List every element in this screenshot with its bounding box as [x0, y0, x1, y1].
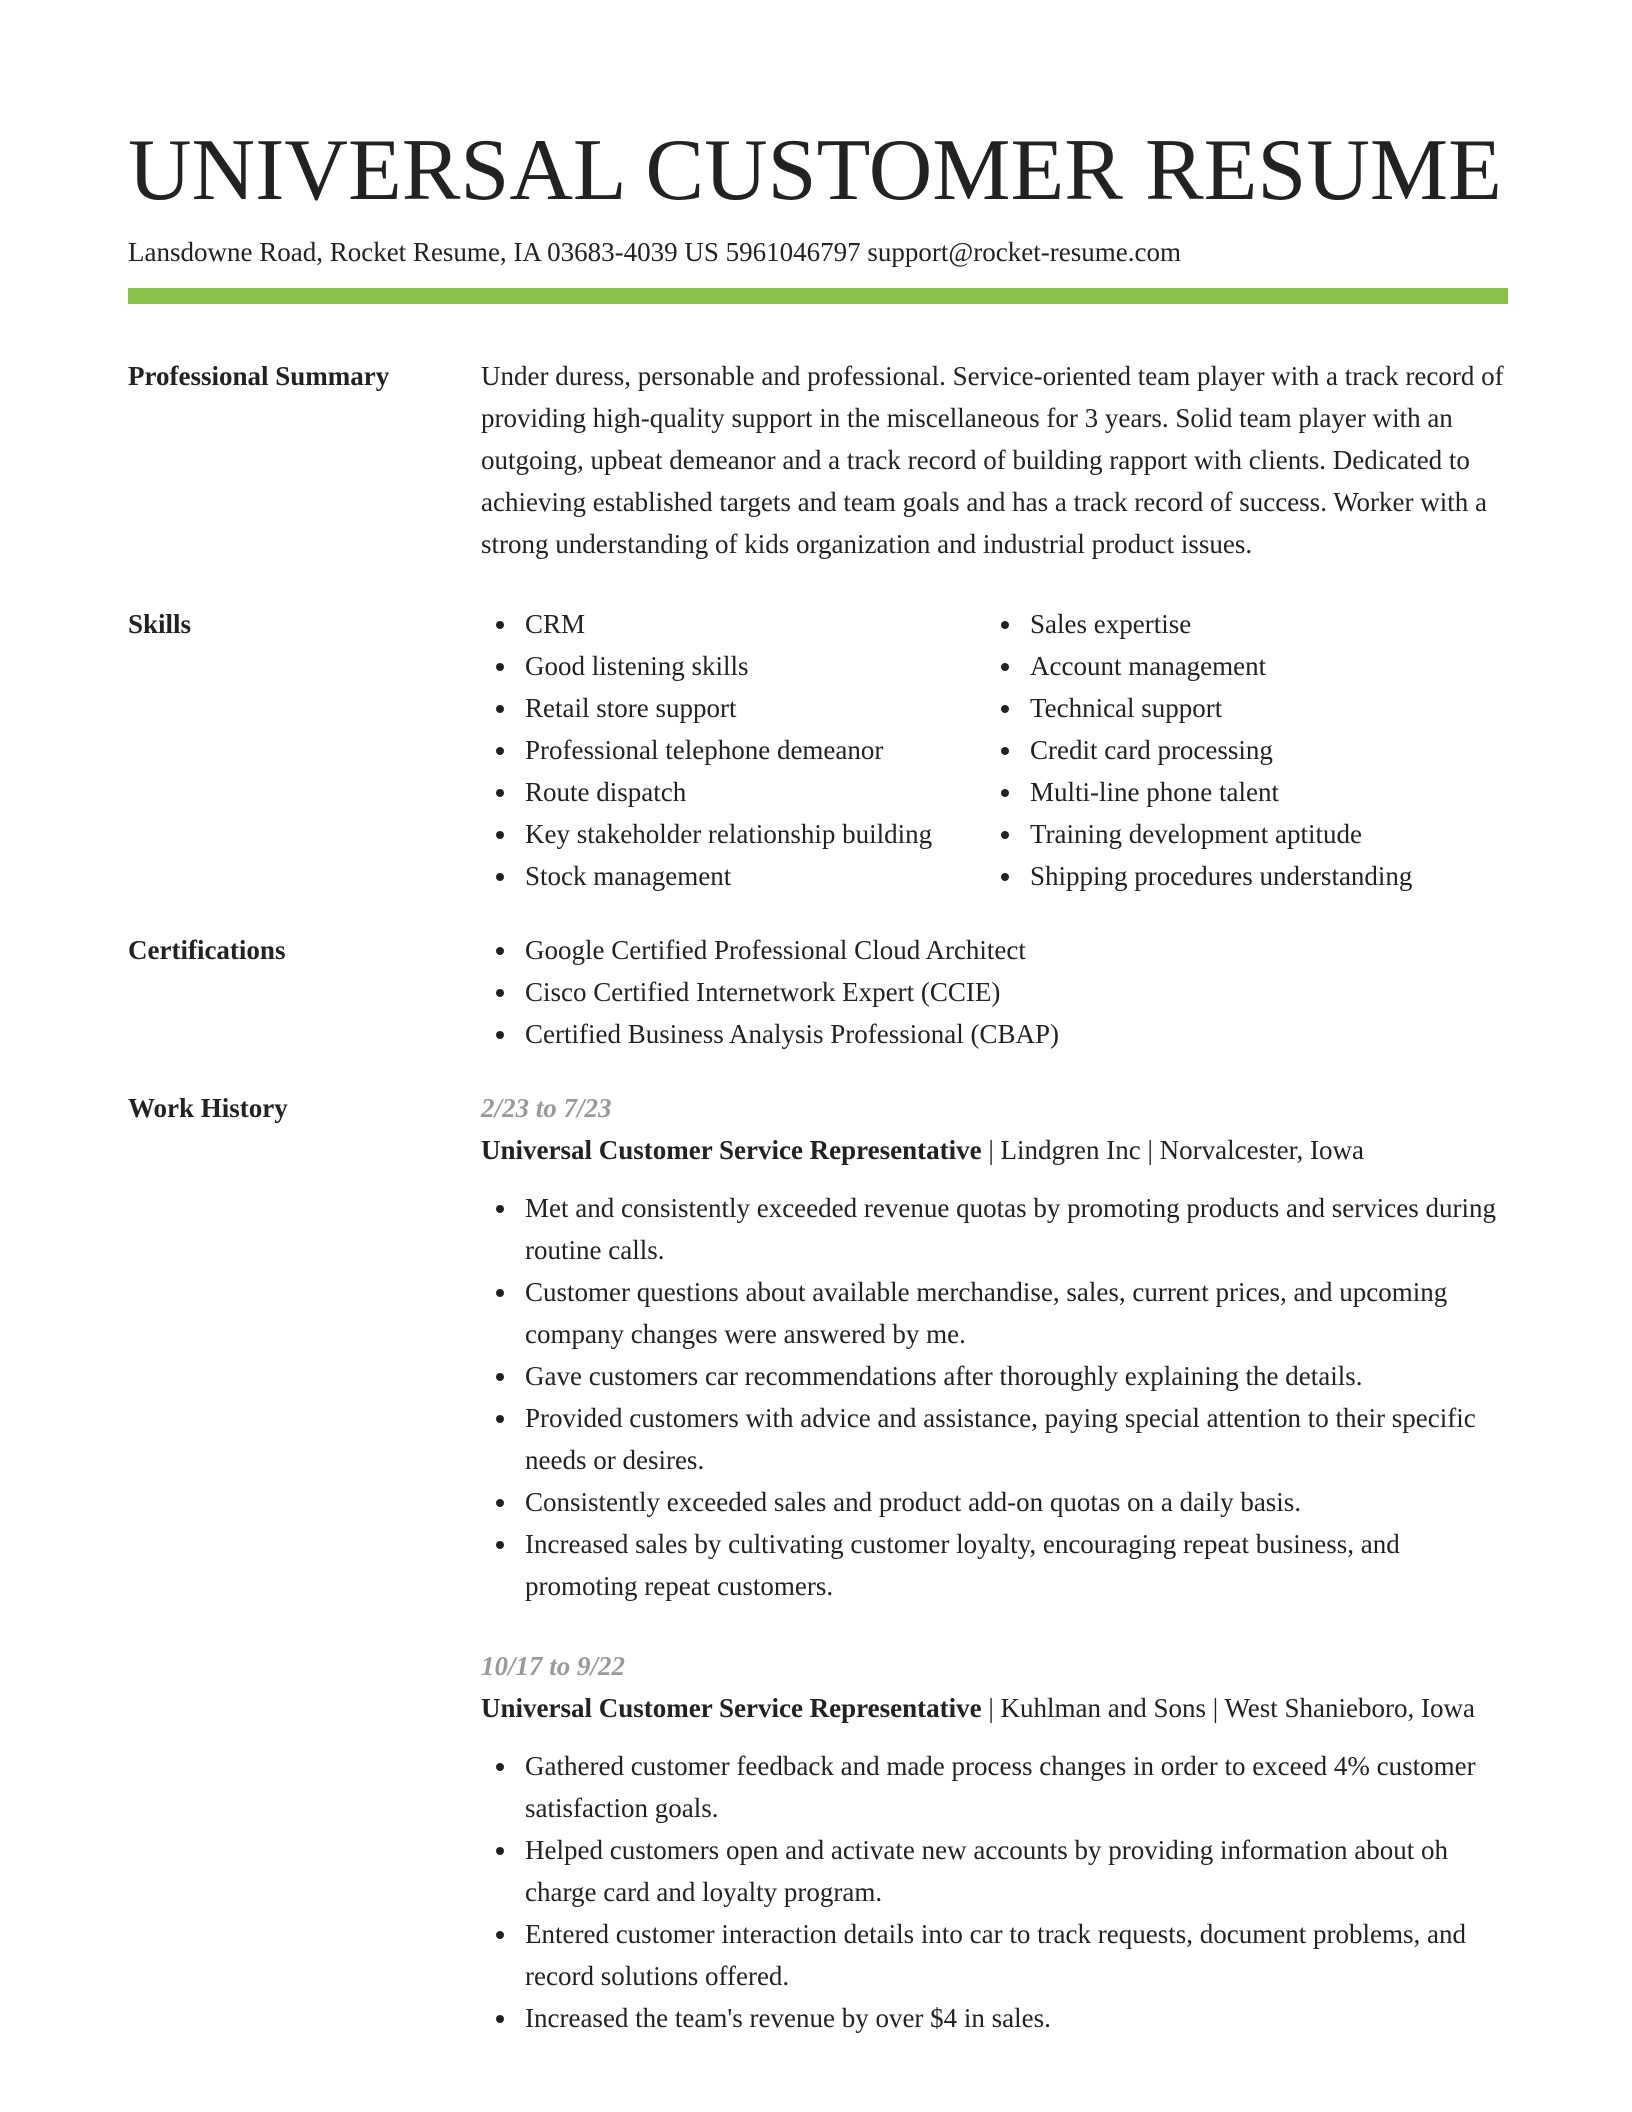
job-duty-item: Met and consistently exceeded revenue quotas by promoting products and services during routine calls.	[481, 1187, 1508, 1271]
skills-section	[128, 603, 1508, 897]
job-duty-item: Increased sales by cultivating customer loyalty, encouraging repeat business, and promoting repeat customers.	[481, 1523, 1508, 1607]
resume-name: UNIVERSAL CUSTOMER RESUME	[128, 122, 1502, 219]
skill-item: Good listening skills	[481, 645, 986, 687]
skill-item: Credit card processing	[986, 729, 1508, 771]
skills-list-right	[986, 603, 1508, 897]
skills-list-left	[481, 603, 986, 897]
job-company-location: | Kuhlman and Sons | West Shanieboro, Iowa	[981, 1693, 1475, 1723]
job-entry	[481, 1645, 1508, 2039]
job-duty-item: Gathered customer feedback and made process changes in order to exceed 4% customer satisfaction goals.	[481, 1745, 1508, 1829]
work-history-heading: Work History	[128, 1093, 288, 1123]
job-title: Universal Customer Service Representative	[481, 1693, 982, 1723]
skills-heading: Skills	[128, 609, 192, 639]
job-header	[481, 1129, 1508, 1171]
skill-item: Technical support	[986, 687, 1508, 729]
skill-item: Sales expertise	[986, 603, 1508, 645]
certifications-section	[128, 929, 1508, 1055]
job-title: Universal Customer Service Representative	[481, 1135, 982, 1165]
skill-item: Training development aptitude	[986, 813, 1508, 855]
accent-divider	[128, 288, 1508, 304]
job-duty-item: Helped customers open and activate new accounts by providing information about oh charge card and loyalty program.	[481, 1829, 1508, 1913]
job-duty-item: Consistently exceeded sales and product add-on quotas on a daily basis.	[481, 1481, 1508, 1523]
job-duty-item: Entered customer interaction details into car to track requests, document problems, and record solutions offered.	[481, 1913, 1508, 1997]
job-dates: 10/17 to 9/22	[481, 1651, 626, 1681]
skill-item: CRM	[481, 603, 986, 645]
certification-item: Cisco Certified Internetwork Expert (CCIE)	[481, 971, 1508, 1013]
skill-item: Key stakeholder relationship building	[481, 813, 986, 855]
summary-section	[128, 355, 1508, 565]
skill-item: Shipping procedures understanding	[986, 855, 1508, 897]
job-duty-item: Gave customers car recommendations after thoroughly explaining the details.	[481, 1355, 1508, 1397]
skill-item: Route dispatch	[481, 771, 986, 813]
job-company-location: | Lindgren Inc | Norvalcester, Iowa	[981, 1135, 1364, 1165]
summary-text: Under duress, personable and professional. Service-oriented team player with a track record of providing high-quality support in the miscellaneous for 3 years. Solid team player with an outgoing, upbeat demeanor and a track record of building rapport with clients. Dedicated to achieving established targets and team goals and has a track record of success. Worker with a strong understanding of kids organization and industrial product issues.	[481, 361, 1504, 559]
skill-item: Multi-line phone talent	[986, 771, 1508, 813]
job-entry	[481, 1087, 1508, 1607]
job-header	[481, 1687, 1508, 1729]
certification-item: Certified Business Analysis Professional (CBAP)	[481, 1013, 1508, 1055]
skill-item: Account management	[986, 645, 1508, 687]
skill-item: Stock management	[481, 855, 986, 897]
job-duty-item: Provided customers with advice and assistance, paying special attention to their specific needs or desires.	[481, 1397, 1508, 1481]
job-duty-item: Customer questions about available merchandise, sales, current prices, and upcoming company changes were answered by me.	[481, 1271, 1508, 1355]
resume-page	[128, 118, 1508, 2077]
certifications-list	[481, 929, 1508, 1055]
work-history-section	[128, 1087, 1508, 2077]
job-duty-item: Increased the team's revenue by over $4 in sales.	[481, 1997, 1508, 2039]
job-dates: 2/23 to 7/23	[481, 1093, 612, 1123]
certification-item: Google Certified Professional Cloud Architect	[481, 929, 1508, 971]
skill-item: Retail store support	[481, 687, 986, 729]
job-duties-list	[481, 1187, 1508, 1607]
contact-line: Lansdowne Road, Rocket Resume, IA 03683-4039 US 5961046797 support@rocket-resume.com	[128, 237, 1181, 267]
job-duties-list	[481, 1745, 1508, 2039]
certifications-heading: Certifications	[128, 935, 286, 965]
summary-heading: Professional Summary	[128, 361, 390, 391]
skill-item: Professional telephone demeanor	[481, 729, 986, 771]
